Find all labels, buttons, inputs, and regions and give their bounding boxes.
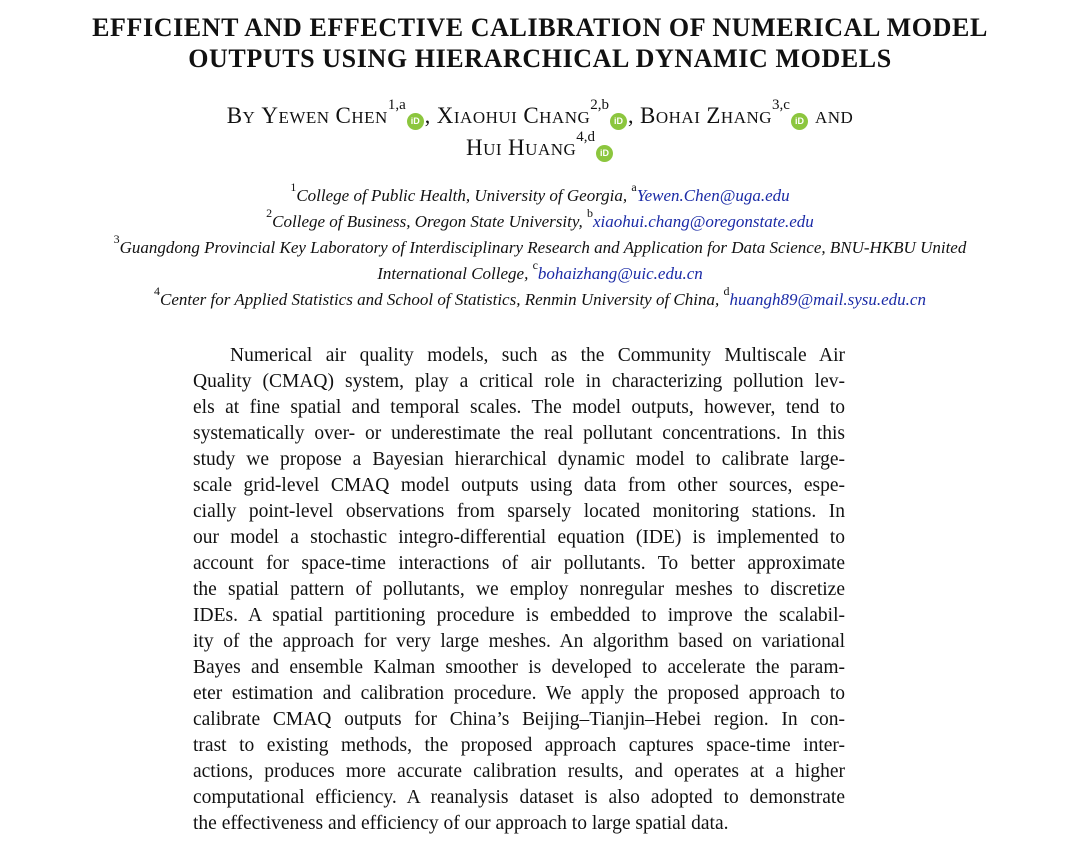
abstract-line: study we propose a Bayesian hierarchical dynamic model to calibrate large- (193, 449, 845, 470)
by-label-initial: B (226, 103, 243, 128)
abstract-line: Numerical air quality models, such as the Community Multiscale Air (230, 345, 845, 366)
orcid-icon[interactable]: iD (596, 145, 613, 162)
abstract-line: Quality (CMAQ) system, play a critical role in characterizing pollution lev- (193, 371, 845, 392)
abstract-line: trast to existing methods, the proposed approach captures space-time inter- (193, 735, 845, 756)
orcid-icon[interactable]: iD (791, 113, 808, 130)
email-link-huang[interactable]: huangh89@mail.sysu.edu.cn (729, 290, 926, 309)
title-line-2: OUTPUTS USING HIERARCHICAL DYNAMIC MODELS (188, 44, 892, 73)
abstract (193, 343, 845, 837)
abstract-line: the spatial pattern of pollutants, we employ nonregular meshes to discretize (193, 579, 845, 600)
paper-title (0, 12, 1080, 74)
affiliation-3: $^3$Guangdong Provincial Key Laboratory of Interdisciplinary Research and Application for Data Science, BNU-HKBU United (113, 232, 967, 257)
orcid-icon[interactable]: iD (610, 113, 627, 130)
abstract-line: computational efficiency. A reanalysis dataset is also adopted to demonstrate (193, 787, 845, 808)
email-link-chen[interactable]: Yewen.Chen@uga.edu (636, 186, 790, 205)
affiliation-3-cont: International College, $^c$bohaizhang@uic.edu.cn (377, 258, 703, 283)
abstract-line: ity of the approach for very large meshes. An algorithm based on variational (193, 631, 845, 652)
author-zhang: BOHAI ZHANG$^{3,c}$ (640, 97, 790, 128)
abstract-line: els at fine spatial and temporal scales. The model outputs, however, tend to (193, 397, 845, 418)
affiliation-4: $^4$Center for Applied Statistics and School of Statistics, Renmin University of China, $^d$huangh89@mail.sysu.edu.cn (154, 284, 926, 309)
title-line-1: EFFICIENT AND EFFECTIVE CALIBRATION OF NUMERICAL MODEL (92, 13, 988, 42)
author-huang: HUI HUANG$^{4,d}$ (465, 129, 596, 160)
abstract-line: our model a stochastic integro-differential equation (IDE) is implemented to (193, 527, 845, 548)
affiliation-list (0, 180, 1080, 313)
email-link-zhang[interactable]: bohaizhang@uic.edu.cn (537, 264, 703, 283)
abstract-line: IDEs. A spatial partitioning procedure is embedded to improve the scalabil- (193, 605, 845, 626)
abstract-line: systematically over- or underestimate the real pollutant concentrations. In this (193, 423, 845, 444)
abstract-line: calibrate CMAQ outputs for China’s Beijing–Tianjin–Hebei region. In con- (193, 709, 845, 730)
author-line-1: BY YEWEN CHEN$^{1,a}$iD , XIAOHUI CHANG$^{2,b}$iD , BOHAI ZHANG$^{3,c}$iD AND (226, 97, 854, 128)
author-chen-sup: 1,a (387, 97, 406, 113)
author-chang-sup: 2,b (590, 97, 610, 113)
email-link-chang[interactable]: xiaohui.chang@oregonstate.edu (592, 212, 814, 231)
abstract-line: cially point-level observations from sparsely located monitoring stations. In (193, 501, 845, 522)
author-huang-sup: 4,d (576, 129, 596, 145)
author-chang: XIAOHUI CHANG$^{2,b}$ (436, 97, 610, 128)
abstract-line: account for space-time interactions of air pollutants. To better approximate (193, 553, 845, 574)
author-zhang-sup: 3,c (772, 97, 790, 113)
author-chen: YEWEN CHEN$^{1,a}$ (261, 97, 406, 128)
affiliation-1: $^1$College of Public Health, University of Georgia, $^a$Yewen.Chen@uga.edu (290, 180, 790, 205)
by-label-rest: Y (242, 108, 256, 127)
abstract-line: eter estimation and calibration procedure. We apply the proposed approach to (193, 683, 845, 704)
abstract-line: Bayes and ensemble Kalman smoother is developed to accelerate the param- (193, 657, 845, 678)
and-label: AND (814, 108, 854, 127)
abstract-line: scale grid-level CMAQ model outputs using data from other sources, espe- (193, 475, 845, 496)
abstract-line: the effectiveness and efficiency of our approach to large spatial data. (193, 813, 729, 834)
author-line-2 (0, 129, 1080, 165)
author-list (0, 97, 1080, 165)
abstract-line: actions, produces more accurate calibration results, and operates at a higher (193, 761, 845, 782)
affiliation-2: $^2$College of Business, Oregon State University, $^b$xiaohui.chang@oregonstate.edu (266, 206, 814, 231)
orcid-icon[interactable]: iD (407, 113, 424, 130)
